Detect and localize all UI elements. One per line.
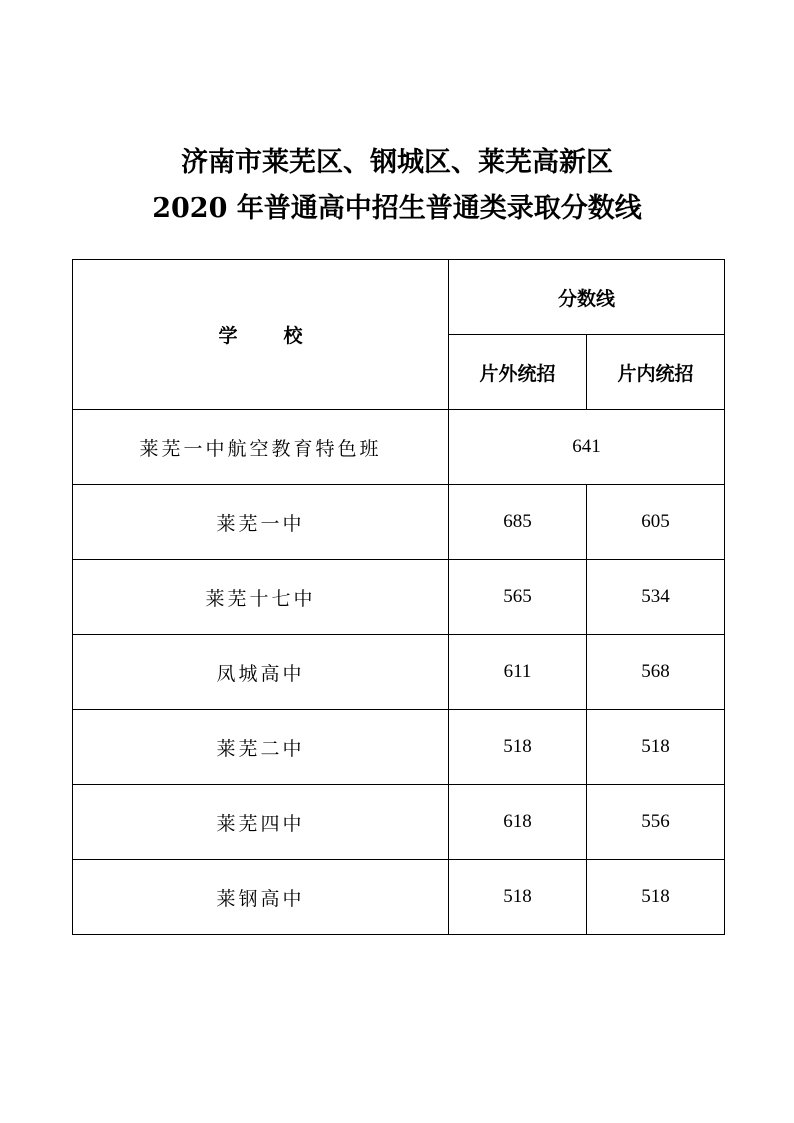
outside-score-cell: 518 — [449, 710, 587, 785]
title-line-1: 济南市莱芜区、钢城区、莱芜高新区 — [181, 147, 613, 178]
school-header-label: 学校 — [218, 325, 349, 347]
outside-score-cell: 565 — [449, 560, 587, 635]
outside-score-cell: 518 — [449, 860, 587, 935]
inside-score-cell: 605 — [587, 485, 725, 560]
outside-score-cell: 685 — [449, 485, 587, 560]
inside-score-cell: 534 — [587, 560, 725, 635]
school-name-cell: 莱芜十七中 — [73, 560, 449, 635]
table-row — [73, 485, 725, 560]
outside-score-cell: 618 — [449, 785, 587, 860]
table-row — [73, 410, 725, 485]
inside-score-cell: 556 — [587, 785, 725, 860]
score-cell: 641 — [449, 410, 725, 485]
document-title — [0, 140, 794, 232]
table-row — [73, 785, 725, 860]
table-row — [73, 635, 725, 710]
inside-score-cell: 568 — [587, 635, 725, 710]
school-name-cell: 凤城高中 — [73, 635, 449, 710]
school-name-cell: 莱芜二中 — [73, 710, 449, 785]
inside-quota-header: 片内统招 — [587, 335, 725, 410]
score-line-header: 分数线 — [449, 260, 725, 335]
inside-score-cell: 518 — [587, 860, 725, 935]
school-header-cell — [73, 260, 449, 410]
title-line-2: 2020 年普通高中招生普通类录取分数线 — [152, 193, 642, 224]
school-name-cell: 莱芜四中 — [73, 785, 449, 860]
table-header-row — [73, 260, 725, 335]
table-row — [73, 560, 725, 635]
outside-score-cell: 611 — [449, 635, 587, 710]
outside-quota-header: 片外统招 — [449, 335, 587, 410]
admission-score-table — [72, 259, 725, 935]
school-name-cell: 莱芜一中航空教育特色班 — [73, 410, 449, 485]
inside-score-cell: 518 — [587, 710, 725, 785]
school-name-cell: 莱芜一中 — [73, 485, 449, 560]
table-row — [73, 860, 725, 935]
school-name-cell: 莱钢高中 — [73, 860, 449, 935]
table-row — [73, 710, 725, 785]
